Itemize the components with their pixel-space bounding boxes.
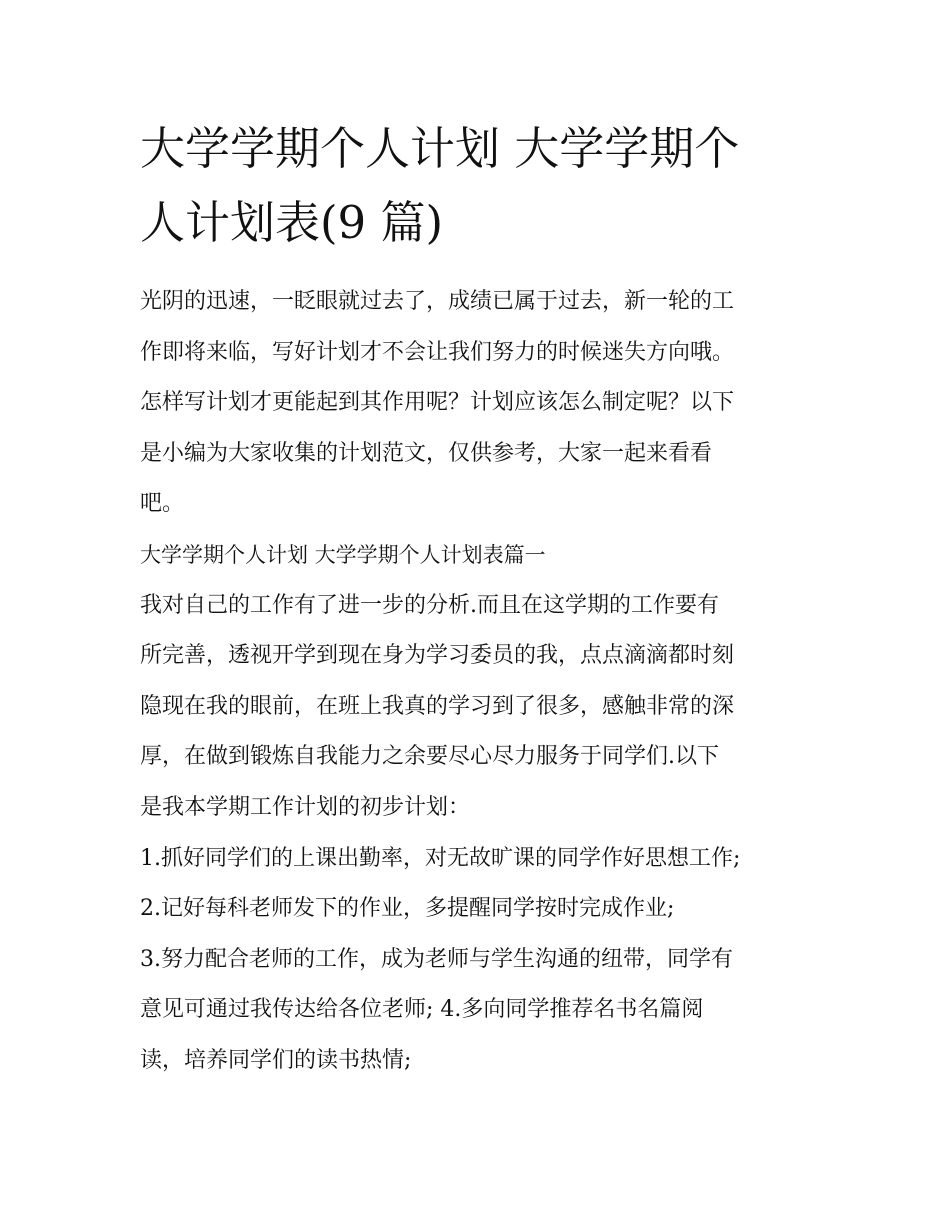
document-body [140,277,816,1087]
intro-line-4: 是小编为大家收集的计划范文，仅供参考，大家一起来看看 [140,440,713,466]
section-line-1: 我对自己的工作有了进一步的分析.而且在这学期的工作要有 [140,592,719,618]
title-line-1: 大学学期个人计划 大学学期个 [140,122,740,175]
intro-line-3: 怎样写计划才更能起到其作用呢？计划应该怎么制定呢？以下 [140,390,735,416]
list-item-3: 3.努力配合老师的工作，成为老师与学生沟通的纽带，同学有 [140,946,733,972]
section-heading: 大学学期个人计划 大学学期个人计划表篇一 [140,542,546,567]
section-line-4: 厚，在做到锻炼自我能力之余要尽心尽力服务于同学们.以下 [140,744,719,770]
intro-line-1: 光阴的迅速，一眨眼就过去了，成绩已属于过去，新一轮的工 [140,289,735,314]
list-item-4-cont: 读，培养同学们的读书热情; [140,1047,412,1073]
list-item-2: 2.记好每科老师发下的作业，多提醒同学按时完成作业; [140,896,675,922]
title-line-2: 人计划表(9 篇) [140,196,444,249]
section-line-2: 所完善，透视开学到现在身为学习委员的我，点点滴滴都时刻 [140,643,735,669]
intro-line-2: 作即将来临，写好计划才不会让我们努力的时候迷失方向哦。 [140,339,735,365]
section-line-5: 是我本学期工作计划的初步计划： [140,794,471,820]
document-title [140,112,820,260]
intro-line-5: 吧。 [140,491,185,517]
list-item-3-cont: 意见可通过我传达给各位老师; 4.多向同学推荐名书名篇阅 [140,997,704,1023]
section-line-3: 隐现在我的眼前，在班上我真的学习到了很多，感触非常的深 [140,693,735,719]
list-item-1: 1.抓好同学们的上课出勤率，对无故旷课的同学作好思想工作; [140,845,741,871]
